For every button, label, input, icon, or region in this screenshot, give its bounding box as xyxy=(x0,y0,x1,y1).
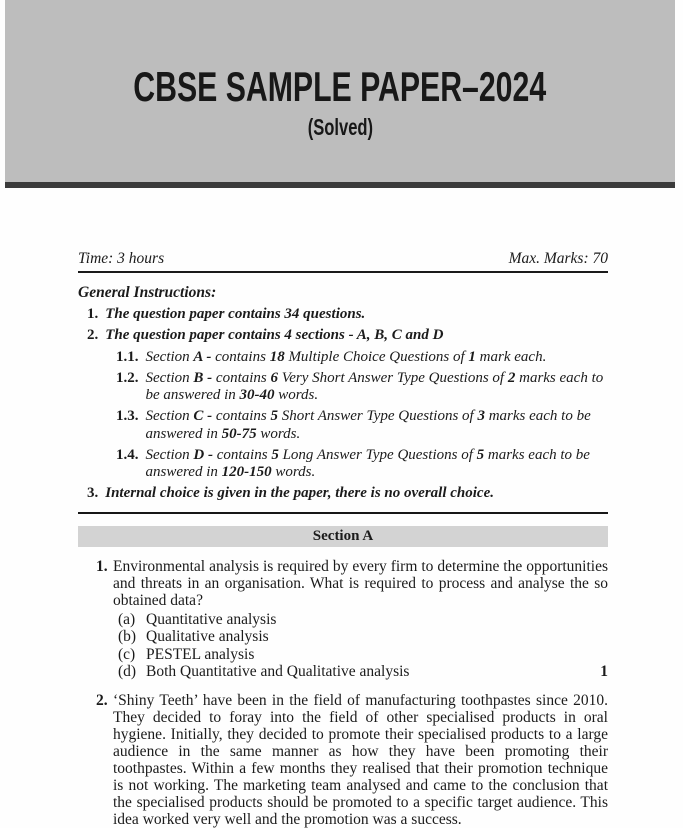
question-number: 2. xyxy=(96,691,108,709)
instruction-number: 1. xyxy=(87,306,99,322)
option-text: Qualitative analysis xyxy=(146,628,269,645)
meta-row xyxy=(78,250,608,273)
option-text: PESTEL analysis xyxy=(146,645,255,663)
option-row xyxy=(113,611,608,629)
instruction-text: Section B - contains 6 Very Short Answer Type Questions of 2 marks each to be answered in 30-40 words. xyxy=(145,369,604,403)
instruction-item xyxy=(78,370,608,405)
question-body xyxy=(113,558,608,681)
section-a-bar xyxy=(78,526,608,547)
option-row xyxy=(113,646,608,664)
option-row xyxy=(113,628,608,646)
instruction-item xyxy=(78,485,608,502)
question-text: ‘Shiny Teeth’ have been in the field of manufacturing toothpastes since 2010. They decided to foray into the field of other specialised products in oral hygiene. Initially, they decided to promote their specialised products to a large audience in the same manner as how they have been promoting their toothpastes. Within a few months they realised that their promotion technique is not working. The marketing team analysed and came to the conclusion that the specialised products should be promoted to a specific target audience. This idea worked very well and the promotion was a success. xyxy=(113,691,608,828)
paper-content xyxy=(78,250,608,828)
paper-title-text: CBSE SAMPLE PAPER–2024 xyxy=(133,63,547,110)
instruction-text: Section D - contains 5 Long Answer Type Questions of 5 marks each to be answered in 120-150 words. xyxy=(145,446,590,480)
option-label: (c) xyxy=(118,645,136,663)
general-instructions-heading: General Instructions: xyxy=(78,284,217,301)
instruction-item xyxy=(78,408,608,443)
instruction-number: 1.1. xyxy=(116,348,139,365)
question-text: Environmental analysis is required by every firm to determine the opportunities and threats in an organisation. What is required to process and analyse the so obtained data? xyxy=(113,557,608,609)
section-a-title: Section A xyxy=(312,527,374,544)
paper-title xyxy=(5,0,675,108)
max-marks: Max. Marks: 70 xyxy=(508,250,608,267)
instruction-number: 1.4. xyxy=(116,446,139,463)
instruction-text: The question paper contains 34 questions. xyxy=(105,306,366,322)
instruction-number: 1.2. xyxy=(116,369,139,386)
instruction-item xyxy=(78,327,608,344)
questions xyxy=(78,558,608,828)
question-item xyxy=(78,692,608,828)
instructions-list xyxy=(78,306,608,503)
instruction-text: The question paper contains 4 sections - A, B, C and D xyxy=(105,327,444,344)
instruction-item xyxy=(78,349,608,366)
instruction-number: 2. xyxy=(87,327,99,344)
question-item xyxy=(78,558,608,681)
option-label: (a) xyxy=(118,610,136,628)
time-allowed: Time: 3 hours xyxy=(78,250,165,267)
question-body xyxy=(113,692,608,828)
option-row xyxy=(113,663,608,681)
instruction-text: Section A - contains 18 Multiple Choice Questions of 1 mark each. xyxy=(145,348,547,365)
paper-subtitle xyxy=(5,116,675,139)
options-list xyxy=(113,611,608,681)
instruction-number: 3. xyxy=(87,485,99,502)
section-divider-rule xyxy=(78,512,608,514)
marks-value: 1 xyxy=(600,663,608,680)
paper-header-banner xyxy=(5,0,675,188)
option-text: Both Quantitative and Qualitative analysis xyxy=(146,663,410,680)
instruction-text: Section C - contains 5 Short Answer Type Questions of 3 marks each to be answered in 50-75 words. xyxy=(145,408,591,442)
instruction-item xyxy=(78,306,608,323)
paper-subtitle-text: (Solved) xyxy=(307,114,373,140)
option-label: (b) xyxy=(118,628,137,645)
instruction-item xyxy=(78,447,608,482)
question-number: 1. xyxy=(96,557,108,575)
instruction-number: 1.3. xyxy=(116,408,139,425)
option-label: (d) xyxy=(118,663,137,680)
option-text: Quantitative analysis xyxy=(146,610,277,628)
instruction-text: Internal choice is given in the paper, there is no overall choice. xyxy=(105,485,494,502)
